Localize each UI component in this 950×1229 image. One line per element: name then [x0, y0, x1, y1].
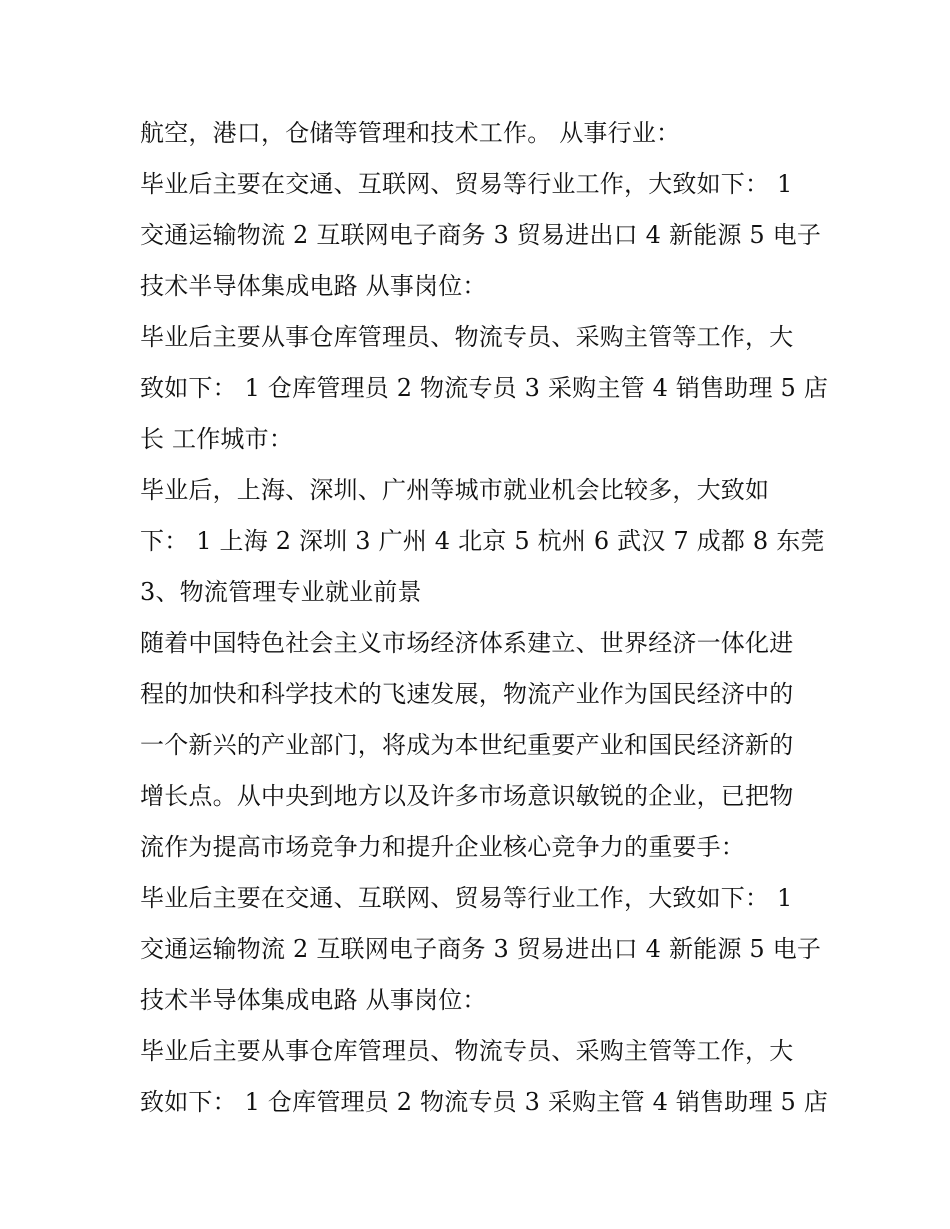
text-line: 交通运输物流 2 互联网电子商务 3 贸易进出口 4 新能源 5 电子: [140, 221, 822, 249]
text-line: 一个新兴的产业部门，将成为本世纪重要产业和国民经济新的: [140, 731, 794, 759]
text-line: 致如下： 1 仓库管理员 2 物流专员 3 采购主管 4 销售助理 5 店: [140, 1088, 829, 1116]
document-body: [140, 108, 829, 1128]
text-line: 毕业后主要在交通、互联网、贸易等行业工作，大致如下： 1: [140, 170, 793, 198]
text-line: 下： 1 上海 2 深圳 3 广州 4 北京 5 杭州 6 武汉 7 成都 8 东莞: [140, 527, 825, 555]
text-line: 增长点。从中央到地方以及许多市场意识敏锐的企业，已把物: [140, 782, 794, 810]
text-line: 长 工作城市：: [140, 425, 294, 453]
text-line: 航空，港口，仓储等管理和技术工作。 从事行业：: [140, 119, 681, 147]
text-line: 毕业后主要在交通、互联网、贸易等行业工作，大致如下： 1: [140, 884, 793, 912]
section-heading: 3、物流管理专业就业前景: [140, 578, 422, 606]
text-line: 技术半导体集成电路 从事岗位：: [140, 986, 487, 1014]
text-line: 程的加快和科学技术的飞速发展，物流产业作为国民经济中的: [140, 680, 794, 708]
text-line: 毕业后主要从事仓库管理员、物流专员、采购主管等工作，大: [140, 323, 794, 351]
text-line: 技术半导体集成电路 从事岗位：: [140, 272, 487, 300]
text-line: 毕业后主要从事仓库管理员、物流专员、采购主管等工作，大: [140, 1037, 794, 1065]
text-line: 致如下： 1 仓库管理员 2 物流专员 3 采购主管 4 销售助理 5 店: [140, 374, 829, 402]
text-line: 随着中国特色社会主义市场经济体系建立、世界经济一体化进: [140, 629, 794, 657]
text-line: 交通运输物流 2 互联网电子商务 3 贸易进出口 4 新能源 5 电子: [140, 935, 822, 963]
text-line: 流作为提高市场竞争力和提升企业核心竞争力的重要手：: [140, 833, 745, 861]
text-line: 毕业后，上海、深圳、广州等城市就业机会比较多，大致如: [140, 476, 770, 504]
